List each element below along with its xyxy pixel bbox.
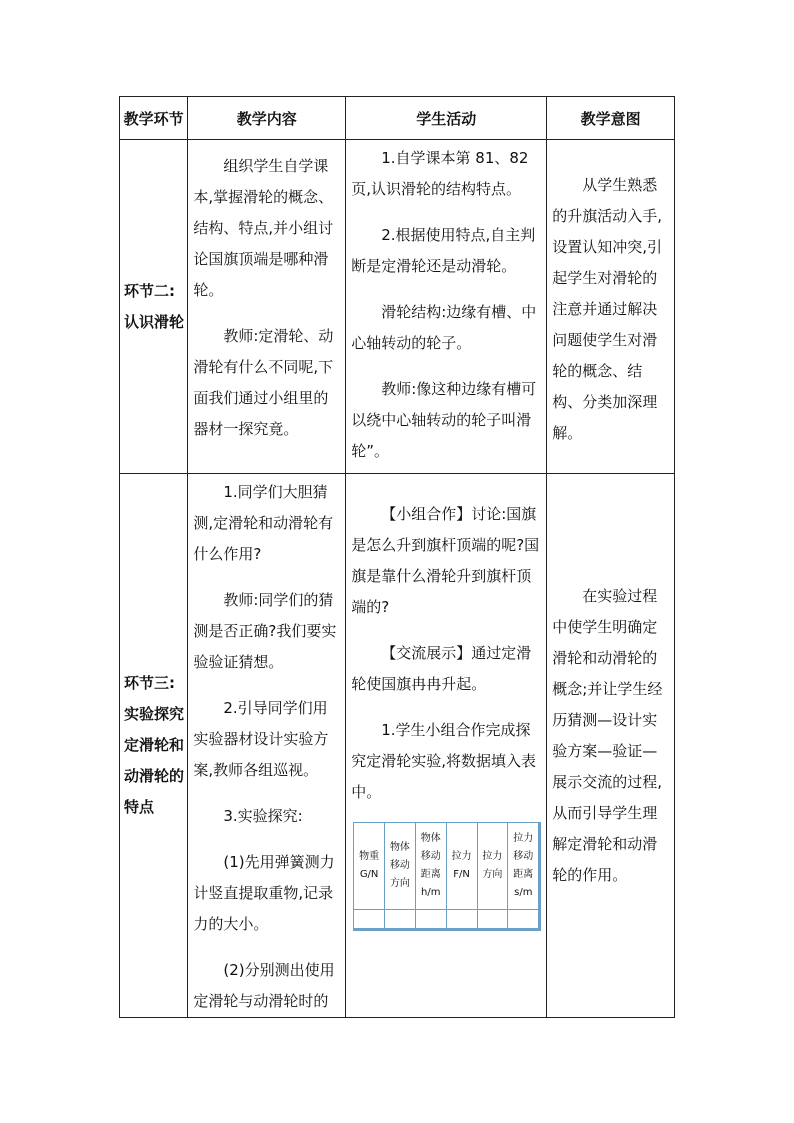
- data-record-table: [353, 822, 541, 931]
- content-cell: [188, 474, 346, 1018]
- header-stage: 教学环节: [120, 97, 188, 140]
- data-record-cell: [508, 910, 539, 929]
- content-paragraph: (1)先用弹簧测力计竖直提取重物,记录力的大小。: [193, 853, 335, 933]
- data-record-header: 物体移动距离h/m: [415, 823, 446, 910]
- activity-cell: [346, 474, 547, 1018]
- activity-paragraph: 【交流展示】通过定滑轮使国旗冉冉升起。: [351, 644, 532, 693]
- activity-paragraph: 1.自学课本第 81、82 页,认识滑轮的结构特点。: [351, 149, 529, 198]
- content-paragraph: 教师:同学们的猜测是否正确?我们要实验验证猜想。: [193, 591, 337, 671]
- activity-paragraph: 2.根据使用特点,自主判断是定滑轮还是动滑轮。: [351, 226, 536, 275]
- activity-paragraph: 1.学生小组合作完成探究定滑轮实验,将数据填入表中。: [351, 721, 536, 801]
- header-activity: 学生活动: [346, 97, 547, 140]
- activity-paragraph: 滑轮结构:边缘有槽、中心轴转动的轮子。: [351, 303, 537, 352]
- data-record-empty-row: [354, 910, 539, 929]
- intent-cell: [547, 474, 675, 1018]
- stage-label: 环节二:认识滑轮: [124, 281, 185, 331]
- data-record-cell: [477, 910, 508, 929]
- data-record-header: 拉力移动距离s/m: [508, 823, 539, 910]
- content-paragraph: 1.同学们大胆猜测,定滑轮和动滑轮有什么作用?: [193, 483, 334, 563]
- data-record-cell: [385, 910, 416, 929]
- lesson-plan-table: [119, 96, 675, 1018]
- header-content: 教学内容: [188, 97, 346, 140]
- content-paragraph: 2.引导同学们用实验器材设计实验方案,教师各组巡视。: [193, 699, 329, 779]
- content-paragraph: 教师:定滑轮、动滑轮有什么不同呢,下面我们通过小组里的器材一探究竟。: [193, 327, 334, 438]
- content-cell: [188, 140, 346, 474]
- data-record-header-row: [354, 823, 539, 910]
- data-record-header: 物体移动方向: [385, 823, 416, 910]
- content-paragraph: 组织学生自学课本,掌握滑轮的概念、结构、特点,并小组讨论国旗顶端是哪种滑轮。: [193, 157, 334, 299]
- content-paragraph: (2)分别测出使用定滑轮与动滑轮时的: [193, 961, 335, 1010]
- stage-cell: [120, 474, 188, 1018]
- stage-label: 环节三:实验探究定滑轮和动滑轮的特点: [124, 674, 185, 816]
- table-row: [120, 140, 675, 474]
- content-paragraph: 3.实验探究:: [223, 807, 303, 825]
- activity-paragraph: 教师:像这种边缘有槽可以绕中心轴转动的轮子叫滑轮”。: [351, 380, 537, 460]
- header-row: [120, 97, 675, 140]
- intent-cell: [547, 140, 675, 474]
- intent-paragraph: 从学生熟悉的升旗活动入手,设置认知冲突,引起学生对滑轮的注意并通过解决问题使学生对滑轮的概念、结构、分类加深理解。: [552, 176, 663, 442]
- data-record-header: 物重G/N: [354, 823, 385, 910]
- data-record-cell: [354, 910, 385, 929]
- stage-cell: [120, 140, 188, 474]
- activity-paragraph: 【小组合作】讨论:国旗是怎么升到旗杆顶端的呢?国旗是靠什么滑轮升到旗杆顶端的?: [351, 505, 540, 616]
- activity-cell: [346, 140, 547, 474]
- data-record-cell: [446, 910, 477, 929]
- table-row: [120, 474, 675, 1018]
- intent-paragraph: 在实验过程中使学生明确定滑轮和动滑轮的概念;并让学生经历猜测—设计实验方案—验证—展示交流的过程,从而引导学生理解定滑轮和动滑轮的作用。: [552, 587, 663, 884]
- data-record-cell: [415, 910, 446, 929]
- data-record-header: 拉力方向: [477, 823, 508, 910]
- data-record-header: 拉力F/N: [446, 823, 477, 910]
- header-intent: 教学意图: [547, 97, 675, 140]
